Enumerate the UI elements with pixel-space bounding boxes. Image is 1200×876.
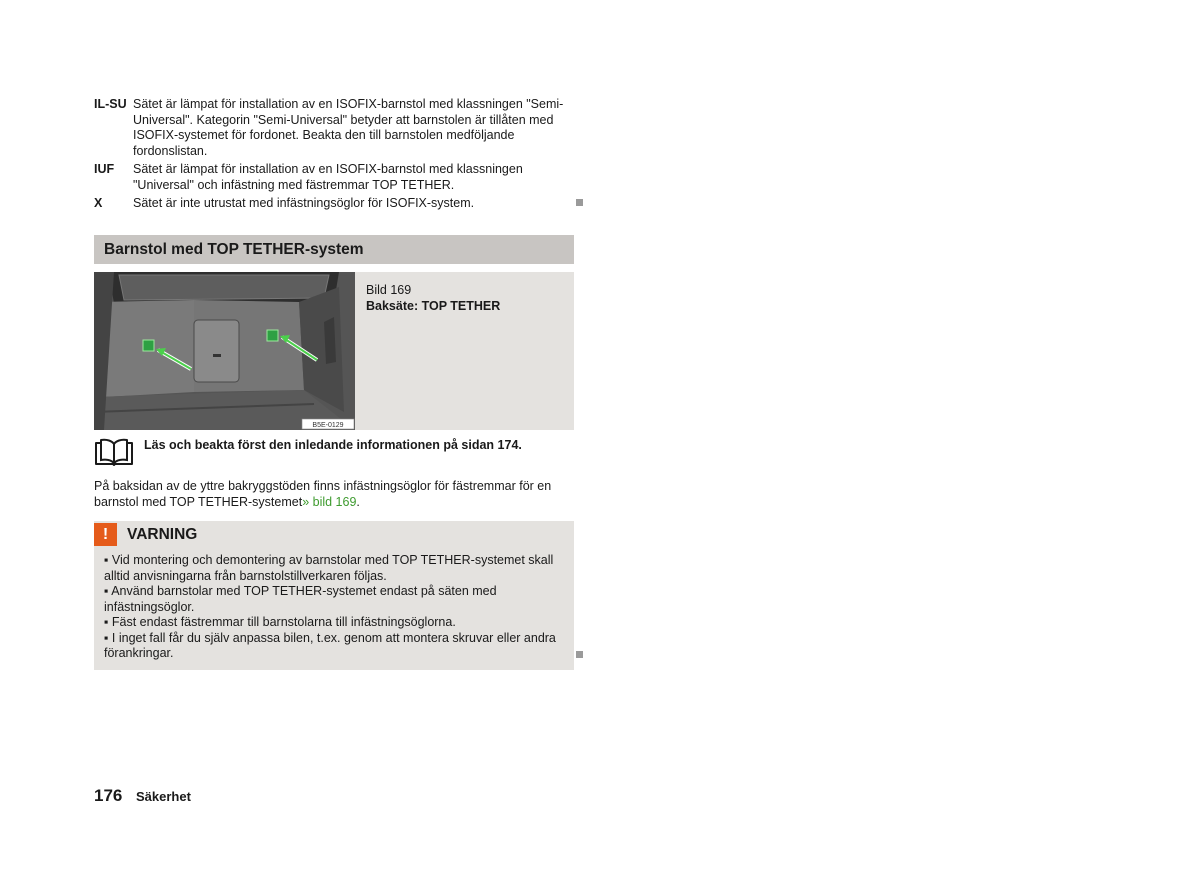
paragraph-text: På baksidan av de yttre bakryggstöden finns infästningsöglor för fästremmar för en barnstol med TOP TETHER-systemet — [94, 479, 552, 509]
end-mark — [576, 199, 583, 206]
warning-item: ▪ I inget fall får du själv anpassa bilen, t.ex. genom att montera skruvar eller andra förankringar. — [104, 630, 556, 660]
definition-text: Sätet är lämpat för installation av en ISOFIX-barnstol med klassningen "Semi-Universal". Kategorin "Semi-Universal" betyder att barnstolen är tillåten med ISOFIX-systemet för fordonet. Beakta den till barnstolen medföljande fordonslistan. — [133, 97, 564, 158]
warning-item: ▪ Använd barnstolar med TOP TETHER-systemet endast på säten med infästningsöglor. — [104, 584, 497, 614]
warning-title: VARNING — [127, 526, 198, 543]
definition-row — [94, 97, 574, 159]
figure-title: Baksäte: TOP TETHER — [366, 299, 501, 313]
figure-caption — [366, 282, 500, 314]
warning-icon: ! — [94, 523, 117, 546]
warning-item: ▪ Fäst endast fästremmar till barnstolarna till infästningsöglorna. — [104, 615, 456, 629]
definition-text: Sätet är lämpat för installation av en ISOFIX-barnstol med klassningen "Universal" och infästning med fästremmar TOP TETHER. — [133, 162, 523, 192]
figure-image — [94, 272, 355, 430]
definition-term: IL-SU — [94, 97, 127, 111]
figure-code: B5E-0129 — [312, 422, 344, 429]
footer-section: Säkerhet — [136, 789, 191, 804]
definition-list — [94, 97, 574, 215]
section-heading: Barnstol med TOP TETHER-system — [94, 235, 574, 264]
definition-row — [94, 196, 574, 212]
definition-term: IUF — [94, 162, 115, 176]
end-mark — [576, 651, 583, 658]
warning-list — [104, 553, 564, 662]
paragraph-end: . — [356, 494, 360, 509]
page-number: 176 — [94, 786, 123, 805]
figure-number: Bild 169 — [366, 283, 412, 297]
definition-row — [94, 162, 574, 193]
definition-term: X — [94, 196, 103, 210]
body-paragraph — [94, 479, 574, 510]
note-text: Läs och beakta först den inledande informationen på sidan 174. — [144, 438, 522, 452]
definition-text: Sätet är inte utrustat med infästningsöglor för ISOFIX-system. — [133, 196, 475, 210]
warning-item: ▪ Vid montering och demontering av barnstolar med TOP TETHER-systemet skall alltid anvisningarna från barnstolstillverkaren följas. — [104, 553, 554, 583]
figure-link[interactable]: » bild 169 — [302, 494, 357, 509]
book-icon — [94, 438, 134, 471]
